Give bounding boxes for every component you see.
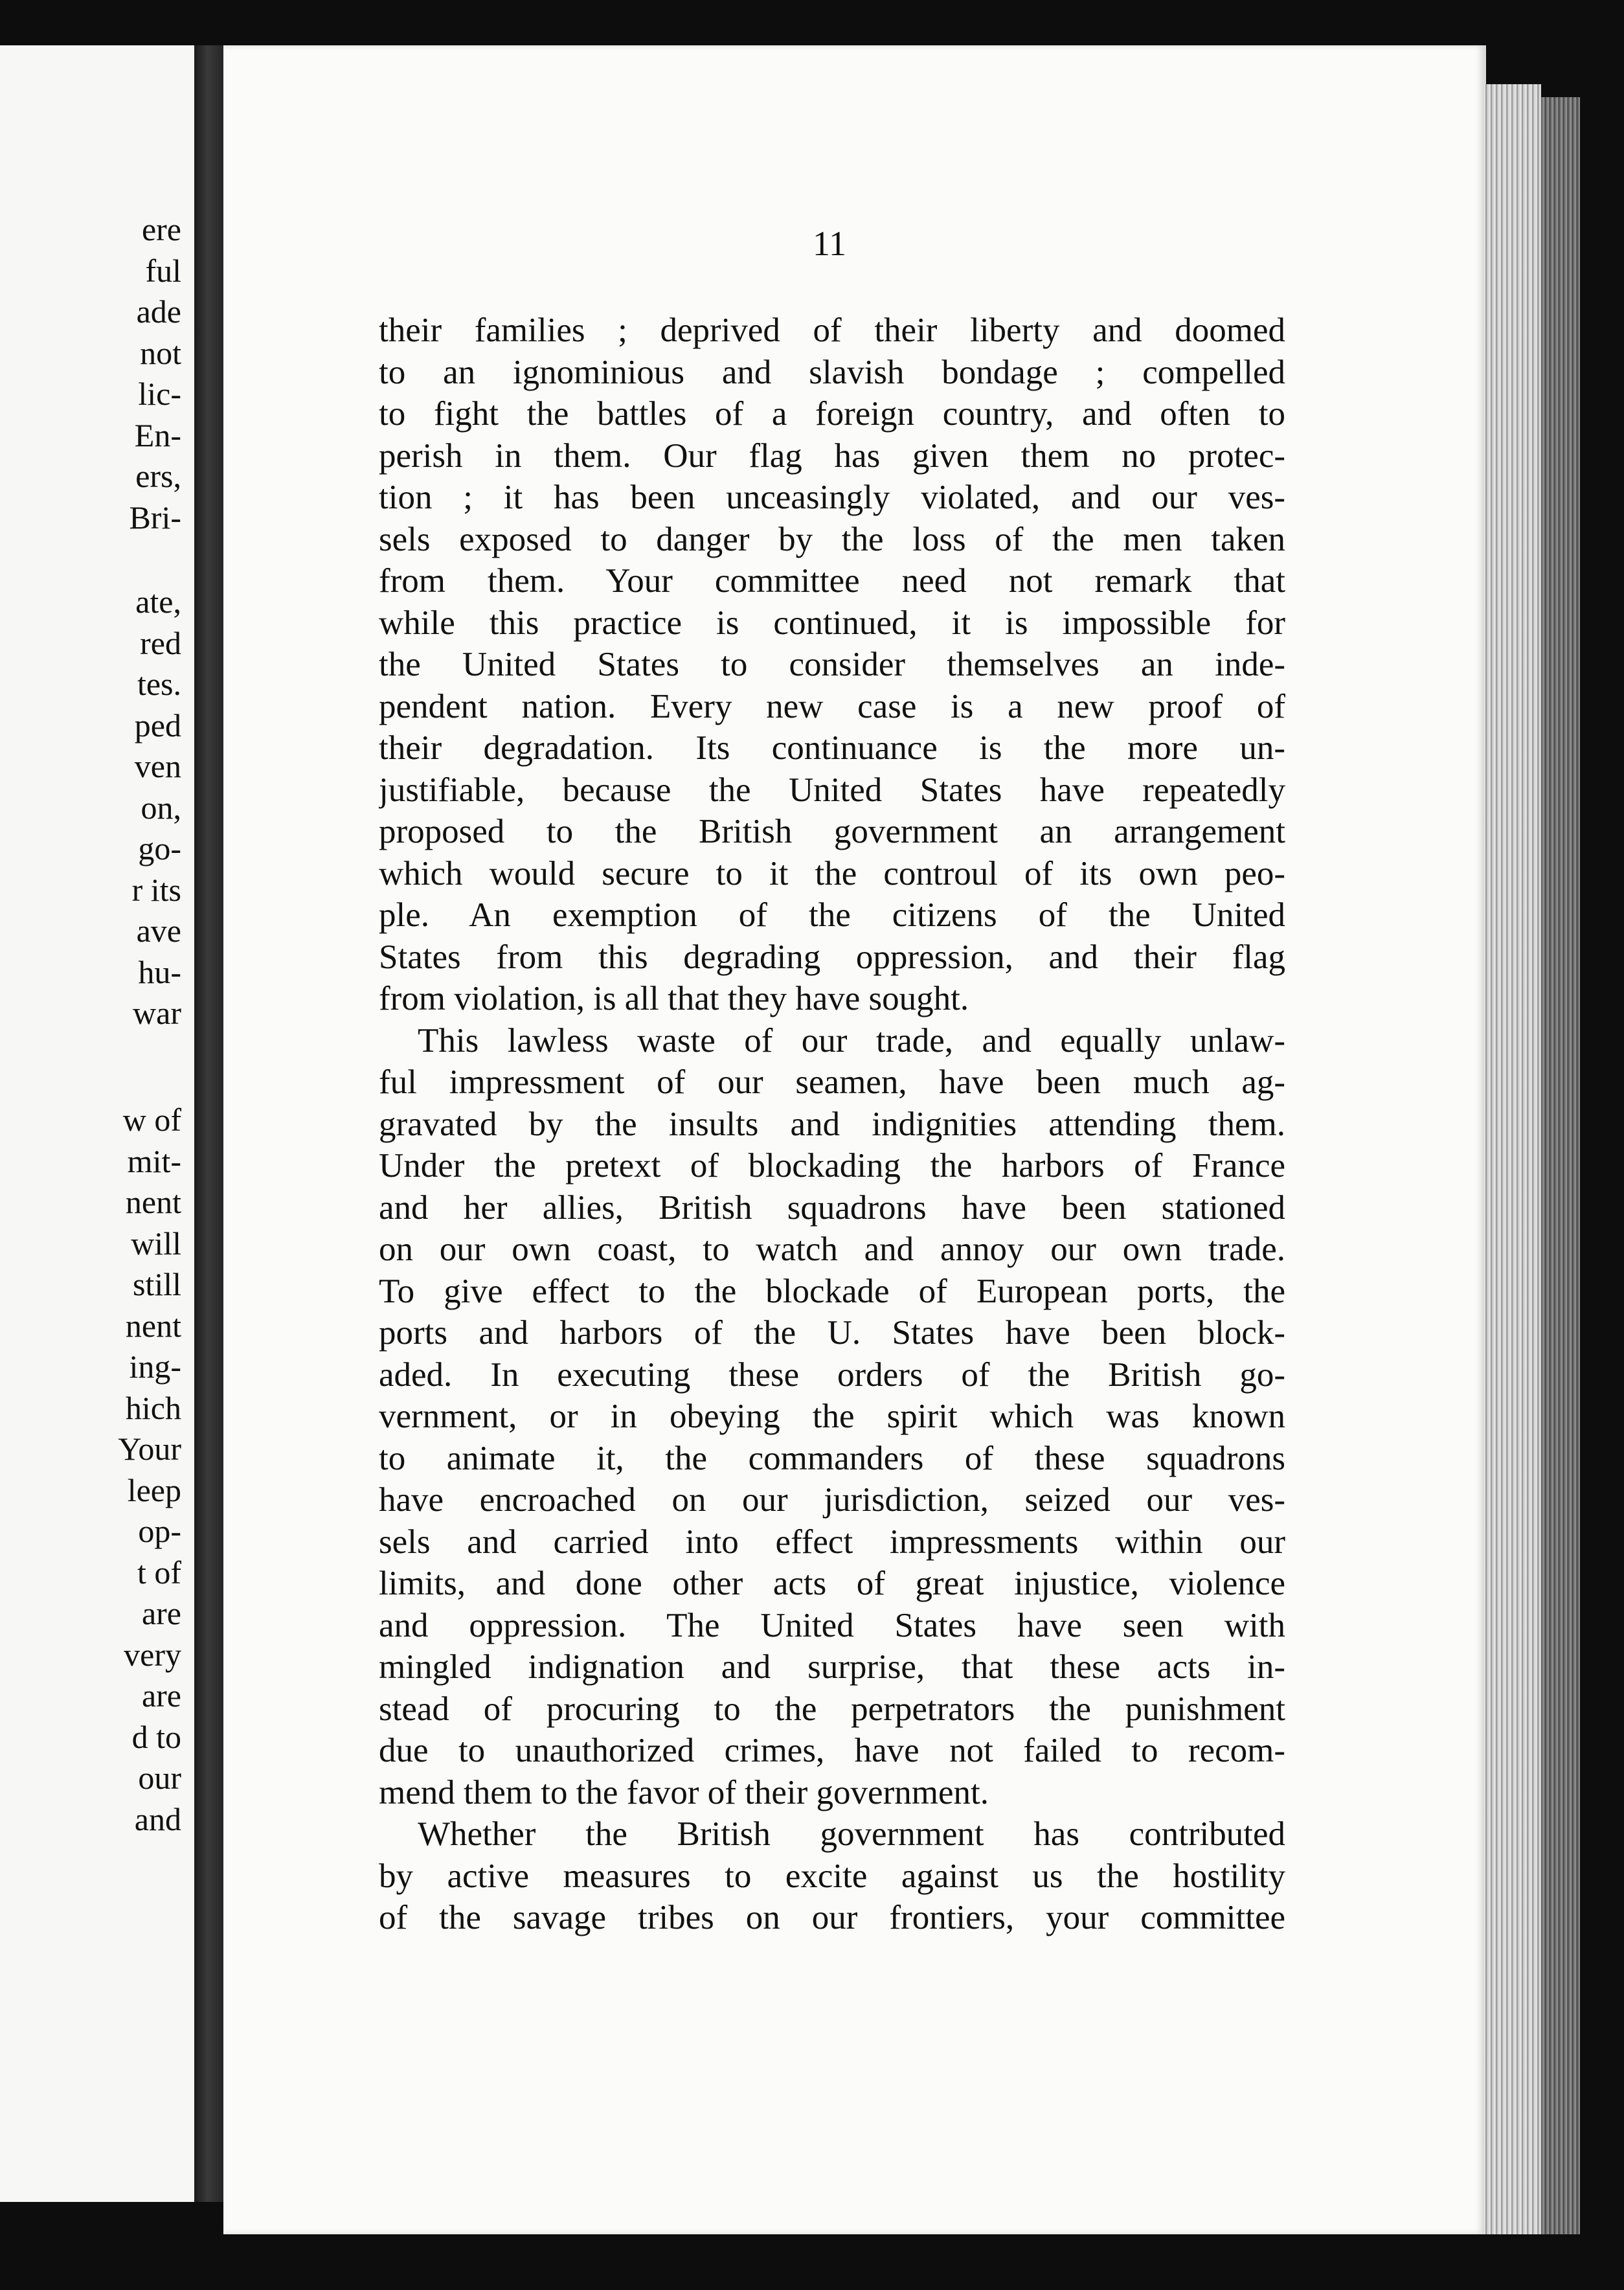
left-page-text-fragment: hich	[125, 1389, 181, 1426]
left-page-text-fragment: will	[131, 1225, 181, 1262]
text-line: sels and carried into effect impressments within our	[379, 1523, 1285, 1561]
text-line: tion ; it has been unceasingly violated, and our ves-	[379, 479, 1285, 516]
left-page-text-fragment: Your	[118, 1431, 181, 1467]
left-page-text-fragment: still	[132, 1266, 181, 1302]
text-line: limits, and done other acts of great injustice, violence	[379, 1565, 1285, 1602]
left-page-text-fragment: op-	[138, 1513, 181, 1549]
text-line: to fight the battles of a foreign country, and often to	[379, 395, 1285, 433]
text-line: from violation, is all that they have sought.	[379, 980, 969, 1017]
left-page-text-fragment: ate,	[135, 584, 181, 620]
left-page-text-fragment: w of	[122, 1102, 181, 1138]
left-page-text-fragment: ful	[145, 252, 181, 289]
left-page-text-fragment: very	[124, 1636, 181, 1673]
left-page-text-fragment: lic-	[138, 376, 181, 412]
text-line: which would secure to it the controul of its own peo-	[379, 854, 1285, 892]
text-line: vernment, or in obeying the spirit which was known	[379, 1398, 1285, 1435]
text-line: by active measures to excite against us the hostility	[379, 1857, 1285, 1895]
left-page-text-fragment: ers,	[135, 458, 181, 494]
left-page-text-fragment: ade	[136, 293, 181, 330]
text-line: and oppression. The United States have seen with	[379, 1606, 1285, 1644]
text-line: ports and harbors of the U. States have been block-	[379, 1314, 1285, 1352]
left-page-text-fragment: go-	[138, 830, 181, 867]
left-page-text-fragment: ped	[134, 707, 181, 743]
left-page-text-fragment: r its	[131, 871, 181, 908]
text-line: ple. An exemption of the citizens of the United	[379, 896, 1285, 934]
text-line: pendent nation. Every new case is a new proof of	[379, 687, 1285, 725]
left-page-text-fragment: leep	[127, 1471, 181, 1508]
text-line: States from this degrading oppression, and their flag	[379, 938, 1285, 976]
text-line: aded. In executing these orders of the British go-	[379, 1355, 1285, 1394]
text-line: mingled indignation and surprise, that these acts in-	[379, 1648, 1285, 1686]
left-page-text-fragment: mit-	[127, 1142, 181, 1179]
text-line: due to unauthorized crimes, have not failed to recom-	[379, 1732, 1285, 1769]
left-page-text-fragment: red	[140, 624, 181, 661]
left-page-text-fragment: on,	[141, 789, 181, 826]
book-gutter	[194, 45, 227, 2202]
text-line: have encroached on our jurisdiction, seized our ves-	[379, 1481, 1285, 1519]
left-page-text-fragment: our	[138, 1760, 181, 1796]
text-line: and her allies, British squadrons have been stationed	[379, 1188, 1285, 1227]
text-line: to animate it, the commanders of these squadrons	[379, 1439, 1285, 1477]
text-line: gravated by the insults and indignities attending them.	[379, 1105, 1285, 1143]
left-page-text-fragment: En-	[134, 416, 181, 453]
left-facing-page	[0, 45, 198, 2202]
text-line: to an ignominious and slavish bondage ; compelled	[379, 353, 1285, 391]
page-edge-stack	[1483, 84, 1541, 2234]
text-line: Under the pretext of blockading the harbors of France	[379, 1147, 1285, 1185]
text-line: from them. Your committee need not remark that	[379, 562, 1285, 600]
text-line: Whether the British government has contributed	[418, 1815, 1285, 1853]
text-line: To give effect to the blockade of European ports, the	[379, 1272, 1285, 1310]
text-line: perish in them. Our flag has given them no protec-	[379, 436, 1285, 475]
left-page-text-fragment: ing-	[129, 1348, 181, 1385]
text-line: mend them to the favor of their government.	[379, 1773, 989, 1811]
text-line: the United States to consider themselves an inde-	[379, 646, 1285, 683]
left-page-text-fragment: hu-	[138, 953, 181, 990]
text-line: sels exposed to danger by the loss of the men taken	[379, 520, 1285, 558]
left-page-text-fragment: war	[133, 995, 181, 1031]
text-line: ful impressment of our seamen, have been much ag-	[379, 1063, 1285, 1101]
text-line: This lawless waste of our trade, and equally unlaw-	[418, 1021, 1285, 1060]
left-page-text-fragment: not	[140, 334, 181, 371]
text-line: proposed to the British government an arrangement	[379, 813, 1285, 850]
left-page-text-fragment: nent	[125, 1184, 181, 1220]
left-page-text-fragment: Bri-	[129, 499, 181, 536]
left-page-text-fragment: are	[141, 1677, 181, 1714]
text-line: on our own coast, to watch and annoy our own trade.	[379, 1230, 1285, 1268]
body-text	[379, 310, 1285, 1939]
left-page-text-fragment: t of	[137, 1554, 181, 1591]
left-page-text-fragment: tes.	[137, 666, 181, 702]
page-edge-shadow	[1541, 97, 1580, 2234]
left-page-text-fragment: ave	[136, 913, 181, 949]
text-line: their degradation. Its continuance is the more un-	[379, 729, 1285, 767]
left-page-text-fragment: are	[141, 1595, 181, 1631]
page-number: 11	[813, 224, 846, 263]
left-page-text-fragment: d to	[131, 1718, 181, 1755]
left-page-text-fragment: and	[134, 1800, 181, 1837]
left-page-text-fragment: ere	[141, 211, 181, 247]
left-page-text-fragment: nent	[125, 1307, 181, 1344]
text-line: justifiable, because the United States have repeatedly	[379, 771, 1285, 809]
text-line: stead of procuring to the perpetrators the punishment	[379, 1690, 1285, 1728]
text-line: their families ; deprived of their liberty and doomed	[379, 312, 1285, 349]
left-page-text-fragment: ven	[134, 748, 181, 784]
text-line: while this practice is continued, it is impossible for	[379, 604, 1285, 642]
text-line: of the savage tribes on our frontiers, your committee	[379, 1899, 1285, 1936]
